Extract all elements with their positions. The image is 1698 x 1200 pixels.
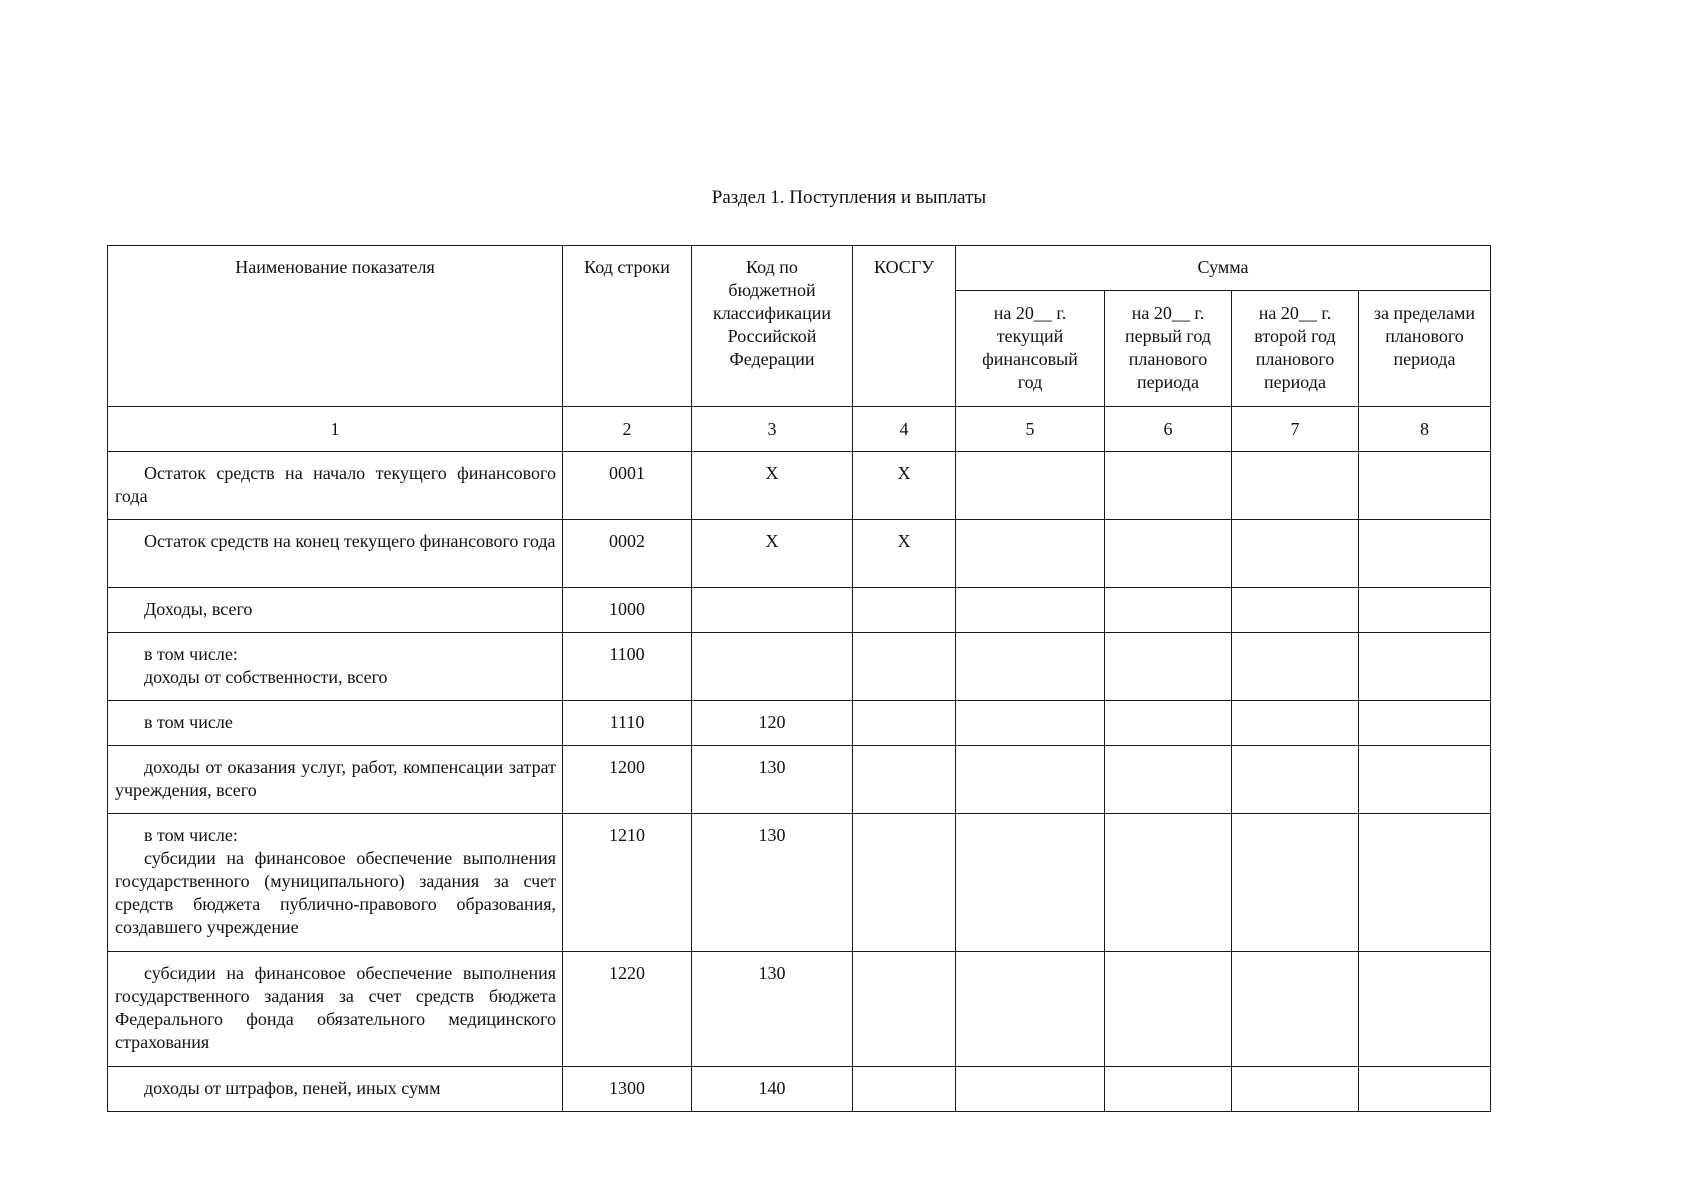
row-sum-cell: [956, 633, 1105, 701]
row-sum-cell: [1359, 1067, 1491, 1112]
row-code: 1110: [563, 701, 692, 746]
column-number: 1: [108, 407, 563, 452]
row-code: 1210: [563, 814, 692, 952]
row-name: Остаток средств на конец текущего финансового года: [108, 520, 563, 588]
row-name: доходы от штрафов, пеней, иных сумм: [108, 1067, 563, 1112]
column-number: 2: [563, 407, 692, 452]
header-budget-line: бюджетной: [728, 280, 816, 300]
header-sum-line: планового: [1128, 349, 1208, 369]
column-number: 6: [1105, 407, 1232, 452]
row-sum-cell: [1232, 701, 1359, 746]
table-row: [108, 746, 1491, 814]
row-name: Доходы, всего: [108, 588, 563, 633]
row-code: 0001: [563, 452, 692, 520]
row-sum-cell: [1105, 520, 1232, 588]
section-title: Раздел 1. Поступления и выплаты: [711, 187, 987, 208]
row-code: 1300: [563, 1067, 692, 1112]
row-kosgu: [853, 1067, 956, 1112]
row-code: 1200: [563, 746, 692, 814]
row-sum-cell: [1105, 746, 1232, 814]
header-sum-second-plan-year: [1232, 291, 1359, 407]
row-code: 1100: [563, 633, 692, 701]
row-sum-cell: [1105, 814, 1232, 952]
row-sum-cell: [1359, 452, 1491, 520]
row-budget-code: [692, 588, 853, 633]
header-sum-first-plan-year: [1105, 291, 1232, 407]
row-sum-cell: [1232, 952, 1359, 1067]
row-sum-cell: [1232, 520, 1359, 588]
row-sum-cell: [956, 452, 1105, 520]
row-name: доходы от оказания услуг, работ, компенсации затрат учреждения, всего: [108, 746, 563, 814]
row-sum-cell: [1359, 814, 1491, 952]
row-budget-code: Х: [692, 520, 853, 588]
header-sum-line: первый год: [1125, 326, 1211, 346]
row-name-line: доходы от собственности, всего: [144, 667, 388, 687]
row-sum-cell: [1105, 452, 1232, 520]
row-sum-cell: [1105, 952, 1232, 1067]
header-budget-line: классификации: [713, 303, 831, 323]
column-number: 4: [853, 407, 956, 452]
table-row: [108, 588, 1491, 633]
header-sum-beyond-plan: [1359, 291, 1491, 407]
row-code: 0002: [563, 520, 692, 588]
header-sum-line: периода: [1393, 349, 1456, 369]
receipts-payments-table: [107, 245, 1491, 1112]
column-number: 3: [692, 407, 853, 452]
row-name: [108, 814, 563, 952]
row-sum-cell: [1232, 633, 1359, 701]
header-sum-line: финансовый: [982, 349, 1078, 369]
header-sum-line: на 20__ г.: [993, 303, 1067, 323]
table-row: [108, 1067, 1491, 1112]
row-name-line: субсидии на финансовое обеспечение выполнения государственного (муниципального) задания за счет средств бюджета публично-правового образования, создавшего учреждение: [115, 848, 556, 937]
row-name: [108, 633, 563, 701]
header-sum-line: текущий: [996, 326, 1064, 346]
row-kosgu: Х: [853, 520, 956, 588]
row-kosgu: [853, 814, 956, 952]
row-sum-cell: [956, 814, 1105, 952]
row-name-line: в том числе:: [144, 644, 238, 664]
row-budget-code: 130: [692, 814, 853, 952]
row-sum-cell: [1232, 588, 1359, 633]
table-row: [108, 814, 1491, 952]
row-sum-cell: [1359, 633, 1491, 701]
row-kosgu: [853, 746, 956, 814]
header-sum-line: периода: [1264, 372, 1326, 392]
table-row: [108, 520, 1491, 588]
row-sum-cell: [1105, 701, 1232, 746]
row-sum-cell: [1232, 1067, 1359, 1112]
row-sum-cell: [1359, 588, 1491, 633]
header-sum-line: на 20__ г.: [1258, 303, 1332, 323]
column-number-row: [108, 407, 1491, 452]
column-number: 5: [956, 407, 1105, 452]
row-sum-cell: [1105, 633, 1232, 701]
header-sum: Сумма: [956, 246, 1491, 291]
row-kosgu: [853, 952, 956, 1067]
row-sum-cell: [1359, 520, 1491, 588]
header-budget-line: Федерации: [729, 349, 815, 369]
row-name: Остаток средств на начало текущего финансового года: [108, 452, 563, 520]
row-sum-cell: [1359, 952, 1491, 1067]
row-sum-cell: [956, 588, 1105, 633]
header-indicator-name: Наименование показателя: [108, 246, 563, 407]
header-budget-line: Российской: [727, 326, 817, 346]
header-sum-line: периода: [1137, 372, 1199, 392]
row-budget-code: 120: [692, 701, 853, 746]
row-kosgu: [853, 633, 956, 701]
header-sum-line: год: [1017, 372, 1043, 392]
row-code: 1000: [563, 588, 692, 633]
table-row: [108, 952, 1491, 1067]
row-sum-cell: [956, 952, 1105, 1067]
row-sum-cell: [1232, 814, 1359, 952]
row-name-line: в том числе:: [144, 825, 238, 845]
row-budget-code: 130: [692, 746, 853, 814]
row-budget-code: 140: [692, 1067, 853, 1112]
header-budget-code: [692, 246, 853, 407]
row-sum-cell: [1359, 701, 1491, 746]
header-sum-line: на 20__ г.: [1131, 303, 1205, 323]
row-name: субсидии на финансовое обеспечение выполнения государственного задания за счет средств бюджета Федерального фонда обязательного медицинского страхования: [108, 952, 563, 1067]
row-sum-cell: [956, 1067, 1105, 1112]
row-budget-code: Х: [692, 452, 853, 520]
header-budget-line: Код по: [746, 257, 798, 277]
row-kosgu: [853, 588, 956, 633]
row-sum-cell: [1359, 746, 1491, 814]
header-sum-current-year: [956, 291, 1105, 407]
row-sum-cell: [1105, 1067, 1232, 1112]
header-sum-line: планового: [1385, 326, 1464, 346]
row-sum-cell: [1232, 452, 1359, 520]
row-name: в том числе: [108, 701, 563, 746]
header-sum-line: второй год: [1254, 326, 1336, 346]
table-row: [108, 452, 1491, 520]
table-row: [108, 633, 1491, 701]
row-kosgu: [853, 701, 956, 746]
row-sum-cell: [956, 520, 1105, 588]
row-kosgu: Х: [853, 452, 956, 520]
header-sum-line: планового: [1255, 349, 1335, 369]
column-number: 8: [1359, 407, 1491, 452]
row-sum-cell: [956, 746, 1105, 814]
header-row-code: Код строки: [563, 246, 692, 407]
row-sum-cell: [1105, 588, 1232, 633]
header-sum-line: за пределами: [1373, 303, 1476, 323]
row-sum-cell: [956, 701, 1105, 746]
row-sum-cell: [1232, 746, 1359, 814]
row-code: 1220: [563, 952, 692, 1067]
row-budget-code: [692, 633, 853, 701]
table-row: [108, 701, 1491, 746]
column-number: 7: [1232, 407, 1359, 452]
header-kosgu: КОСГУ: [853, 246, 956, 407]
row-budget-code: 130: [692, 952, 853, 1067]
